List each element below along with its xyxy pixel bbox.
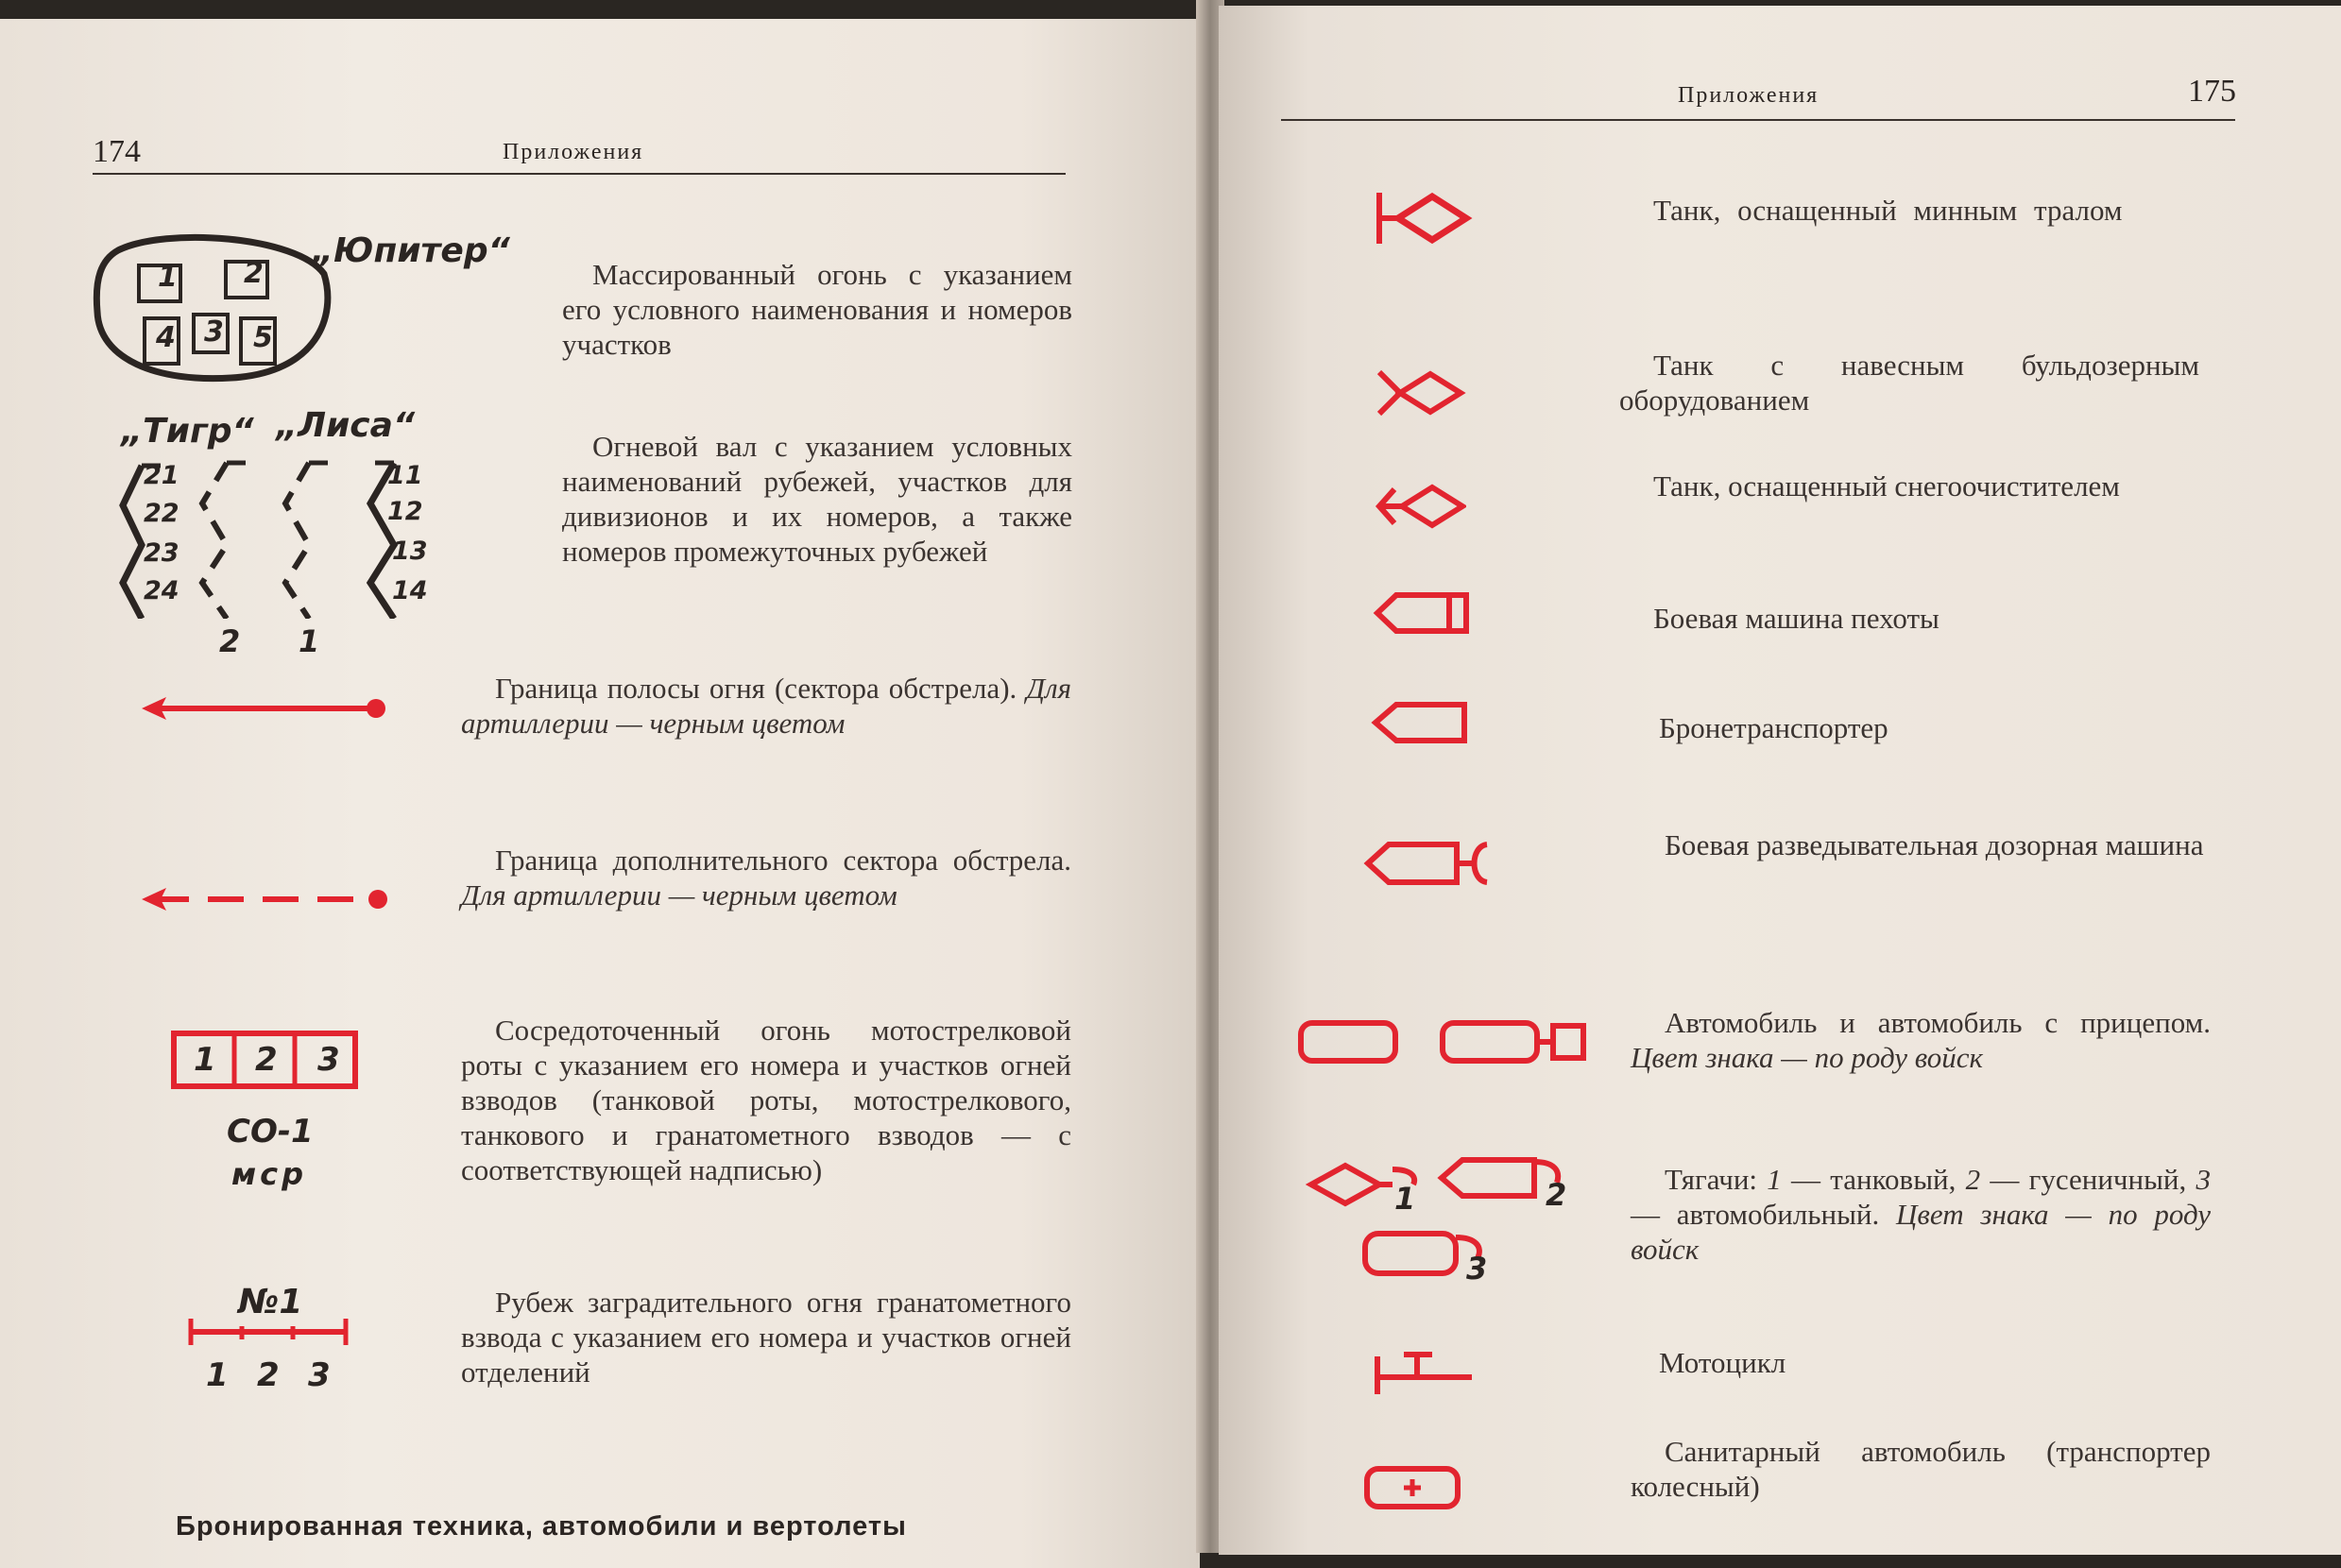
- ambulance-symbol: [1362, 1464, 1466, 1516]
- tank-mine-plough-symbol: [1370, 185, 1474, 256]
- massed-fire-symbol: [90, 231, 335, 392]
- entry-description: Боевая разведывательная дозорная машина: [1665, 828, 2204, 861]
- additional-sector-boundary-symbol: [140, 880, 395, 923]
- box-number: 2: [244, 257, 264, 290]
- symbol-label-tigr: „Тигр“: [121, 412, 254, 451]
- segment-number: 2: [257, 1356, 280, 1394]
- running-head-right: Приложения: [1678, 83, 1820, 108]
- fire-code-label: СО-1: [227, 1113, 314, 1150]
- tractor-number: 1: [1394, 1181, 1416, 1217]
- line-number: 23: [144, 538, 179, 568]
- box-number: 4: [156, 321, 176, 354]
- entry-description: Бронетранспортер: [1659, 711, 1888, 744]
- barrage-number-label: №1: [238, 1283, 303, 1321]
- entry-description: Мотоцикл: [1659, 1346, 1786, 1379]
- car-with-trailer-symbol: [1438, 1018, 1589, 1070]
- box-number: 1: [158, 261, 178, 294]
- tank-snowplough-symbol: [1372, 478, 1466, 539]
- entry-description: Танк с навесным бульдозерным оборудованием: [1619, 349, 2199, 417]
- entry-description: Граница дополнительного сектора обстрела. Для артиллерии — черным цветом: [461, 844, 1071, 912]
- motorcycle-symbol: [1372, 1347, 1476, 1405]
- entry-description: Санитарный автомобиль (транспортер колесный): [1631, 1435, 2211, 1503]
- running-head-left: Приложения: [503, 140, 644, 164]
- page-number-right: 175: [2188, 74, 2236, 109]
- entry-description: Массированный огонь с указанием его условного наименования и номеров участков: [562, 258, 1072, 361]
- left-page: [0, 19, 1200, 1568]
- box-number: 5: [253, 321, 273, 354]
- entry-description: Танк, оснащенный минным тралом: [1653, 194, 2123, 227]
- entry-description: Рубеж заградительного огня гранатометного взвода с указанием его номера и участков огней отделений: [461, 1286, 1071, 1389]
- page-number-left: 174: [93, 134, 141, 169]
- line-number: 12: [387, 497, 423, 526]
- unit-label: мср: [231, 1156, 308, 1192]
- entry-description: Тягачи: 1 — танковый, 2 — гусеничный, 3 — автомобильный. Цвет знака — по роду войск: [1631, 1163, 2212, 1266]
- sector-number: 1: [299, 623, 320, 659]
- right-page: [1219, 6, 2341, 1555]
- entry-description: Огневой вал с указанием условных наименований рубежей, участков для дивизионов и их номеров, а также номеров промежуточных рубежей: [562, 430, 1072, 568]
- line-number: 22: [144, 499, 179, 528]
- symbol-label-lisa: „Лиса“: [276, 406, 416, 445]
- entry-description: Граница полосы огня (сектора обстрела). Для артиллерии — черным цветом: [461, 672, 1071, 740]
- box-number: 3: [204, 315, 224, 349]
- box-number: 3: [317, 1041, 340, 1079]
- barrage-line-symbol: [185, 1313, 351, 1355]
- symbol-label-jupiter: „Юпитер“: [312, 231, 510, 270]
- ifv-symbol: [1372, 589, 1476, 641]
- fire-boundary-symbol: [140, 690, 395, 732]
- line-number: 11: [387, 461, 423, 490]
- recon-vehicle-symbol: [1362, 837, 1495, 895]
- section-heading: Бронированная техника, автомобили и вертолеты: [176, 1511, 907, 1542]
- tractor-number: 2: [1546, 1177, 1567, 1213]
- entry-description: Сосредоточенный огонь мотострелковой роты с указанием его номера и участков огней взводов (танковой роты, мотострелкового, танкового и гранатометного взводов — с соответствующей надписью): [461, 1014, 1071, 1186]
- entry-description: Танк, оснащенный снегоочистителем: [1653, 469, 2120, 503]
- segment-number: 1: [206, 1356, 229, 1394]
- line-number: 14: [392, 576, 428, 605]
- entry-description: Автомобиль и автомобиль с прицепом. Цвет знака — по роду войск: [1631, 1006, 2211, 1074]
- header-rule-left: [93, 173, 1066, 175]
- car-symbol: [1296, 1018, 1400, 1070]
- sector-number: 2: [219, 623, 241, 659]
- segment-number: 3: [308, 1356, 331, 1394]
- apc-symbol: [1370, 699, 1474, 751]
- tractor-number: 3: [1466, 1251, 1488, 1287]
- box-number: 1: [194, 1041, 216, 1079]
- entry-description: Боевая машина пехоты: [1653, 602, 1939, 635]
- line-number: 21: [144, 461, 179, 490]
- box-number: 2: [255, 1041, 278, 1079]
- line-number: 13: [392, 537, 428, 566]
- tank-bulldozer-symbol: [1372, 365, 1466, 426]
- header-rule-right: [1281, 119, 2235, 121]
- line-number: 24: [144, 576, 179, 605]
